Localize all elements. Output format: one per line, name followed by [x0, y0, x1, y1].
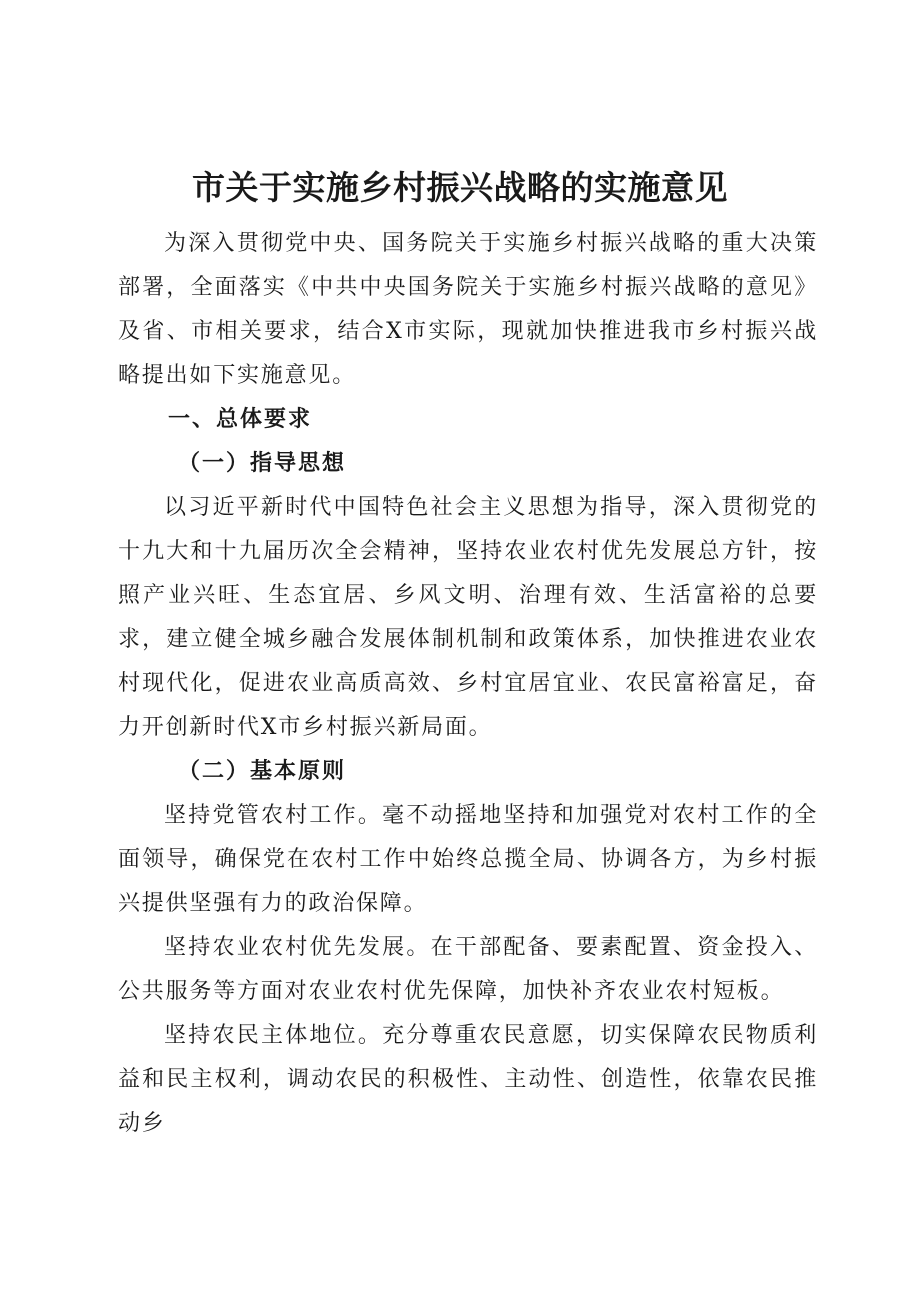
- section-heading-general-requirements: 一、总体要求: [168, 407, 313, 432]
- principle-paragraph: 坚持农业农村优先发展。在干部配备、要素配置、资金投入、公共服务等方面对农业农村优先保障，加快补齐农业农村短板。: [118, 935, 818, 1004]
- guiding-ideology-paragraph: 以习近平新时代中国特色社会主义思想为指导，深入贯彻党的十九大和十九届历次全会精神，坚持农业农村优先发展总方针，按照产业兴旺、生态宜居、乡风文明、治理有效、生活富裕的总要求，建立健全城乡融合发展体制机制和政策体系，加快推进农业农村现代化，促进农业高质高效、乡村宜居宜业、农民富裕富足，奋力开创新时代X市乡村振兴新局面。: [118, 495, 818, 740]
- subsection-heading-basic-principles: （二）基本原则: [178, 759, 347, 784]
- principle-paragraph: 坚持农民主体地位。充分尊重农民意愿，切实保障农民物质利益和民主权利，调动农民的积极性、主动性、创造性，依靠农民推动乡: [118, 1023, 818, 1136]
- principle-paragraph: 坚持党管农村工作。毫不动摇地坚持和加强党对农村工作的全面领导，确保党在农村工作中始终总揽全局、协调各方，为乡村振兴提供坚强有力的政治保障。: [118, 803, 818, 916]
- document-title: 市关于实施乡村振兴战略的实施意见: [192, 168, 728, 207]
- document-body: [118, 222, 818, 1146]
- intro-paragraph: 为深入贯彻党中央、国务院关于实施乡村振兴战略的重大决策部署，全面落实《中共中央国务院关于实施乡村振兴战略的意见》及省、市相关要求，结合X市实际，现就加快推进我市乡村振兴战略提出如下实施意见。: [118, 231, 818, 388]
- subsection-heading-guiding-ideology: （一）指导思想: [178, 451, 347, 476]
